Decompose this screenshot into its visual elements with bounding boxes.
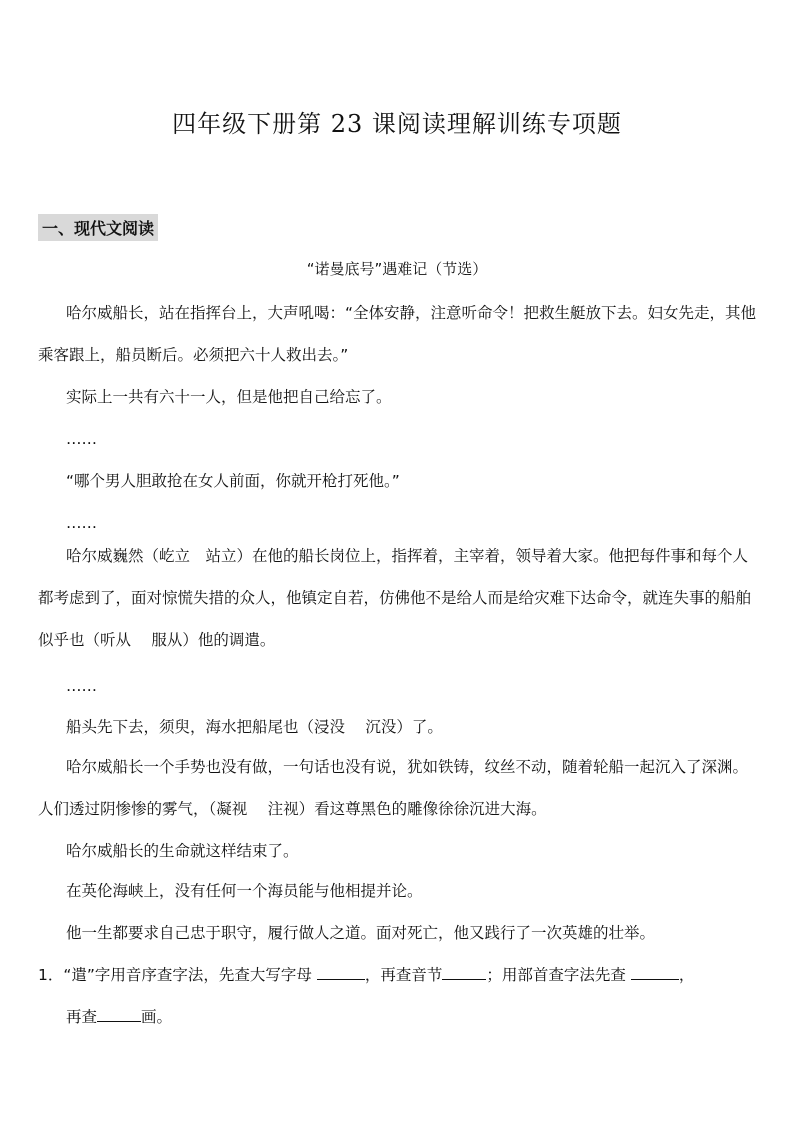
question-text: ，: [678, 966, 695, 984]
ellipsis: ……: [66, 430, 97, 448]
question-text: ；用部首查字法先查: [486, 966, 626, 984]
answer-blank[interactable]: [317, 963, 365, 980]
question-text: “遣”字用音序查字法，先查大写字母: [63, 966, 312, 984]
ellipsis: ……: [66, 514, 97, 532]
paragraph: 哈尔威巍然（屹立 站立）在他的船长岗位上，指挥着，主宰着，领导着大家。他把每件事和每个人都考虑到了，面对惊慌失措的众人，他镇定自若，仿佛他不是给人而是给灾难下达命令，就连失事的船舶似乎也（听从 服从）他的调遣。: [38, 547, 752, 649]
page-title: 四年级下册第 23 课阅读理解训练专项题: [172, 110, 622, 138]
question-text: 画。: [141, 1008, 173, 1026]
question-number: 1．: [38, 966, 64, 984]
question-1-cont: [66, 996, 756, 1038]
paragraph: 哈尔威船长的生命就这样结束了。: [66, 842, 299, 860]
passage-title: “诺曼底号”遇难记（节选）: [306, 260, 488, 278]
paragraph: 实际上一共有六十一人，但是他把自己给忘了。: [66, 388, 392, 406]
section-heading: 一、现代文阅读: [38, 214, 158, 241]
paragraph: 他一生都要求自己忠于职守，履行做人之道。面对死亡，他又践行了一次英雄的壮举。: [66, 924, 656, 942]
paragraph: 哈尔威船长一个手势也没有做，一句话也没有说，犹如铁铸，纹丝不动，随着轮船一起沉入了深渊。人们透过阴惨惨的雾气，（凝视 注视）看这尊黑色的雕像徐徐沉进大海。: [38, 758, 749, 818]
paragraph: 哈尔威船长，站在指挥台上，大声吼喝：“全体安静，注意听命令！把救生艇放下去。妇女先走，其他乘客跟上，船员断后。必须把六十人救出去。”: [38, 304, 757, 364]
question-text: 再查: [66, 1008, 98, 1026]
ellipsis: ……: [66, 677, 97, 695]
answer-blank[interactable]: [97, 1005, 141, 1022]
question-1: [38, 954, 758, 996]
answer-blank[interactable]: [442, 963, 486, 980]
paragraph: 在英伦海峡上，没有任何一个海员能与他相提并论。: [66, 882, 423, 900]
question-text: ，再查音节: [364, 966, 443, 984]
answer-blank[interactable]: [631, 963, 679, 980]
paragraph: 船头先下去，须臾，海水把船尾也（浸没 沉没）了。: [66, 718, 443, 736]
paragraph: “哪个男人胆敢抢在女人前面，你就开枪打死他。”: [66, 472, 400, 490]
